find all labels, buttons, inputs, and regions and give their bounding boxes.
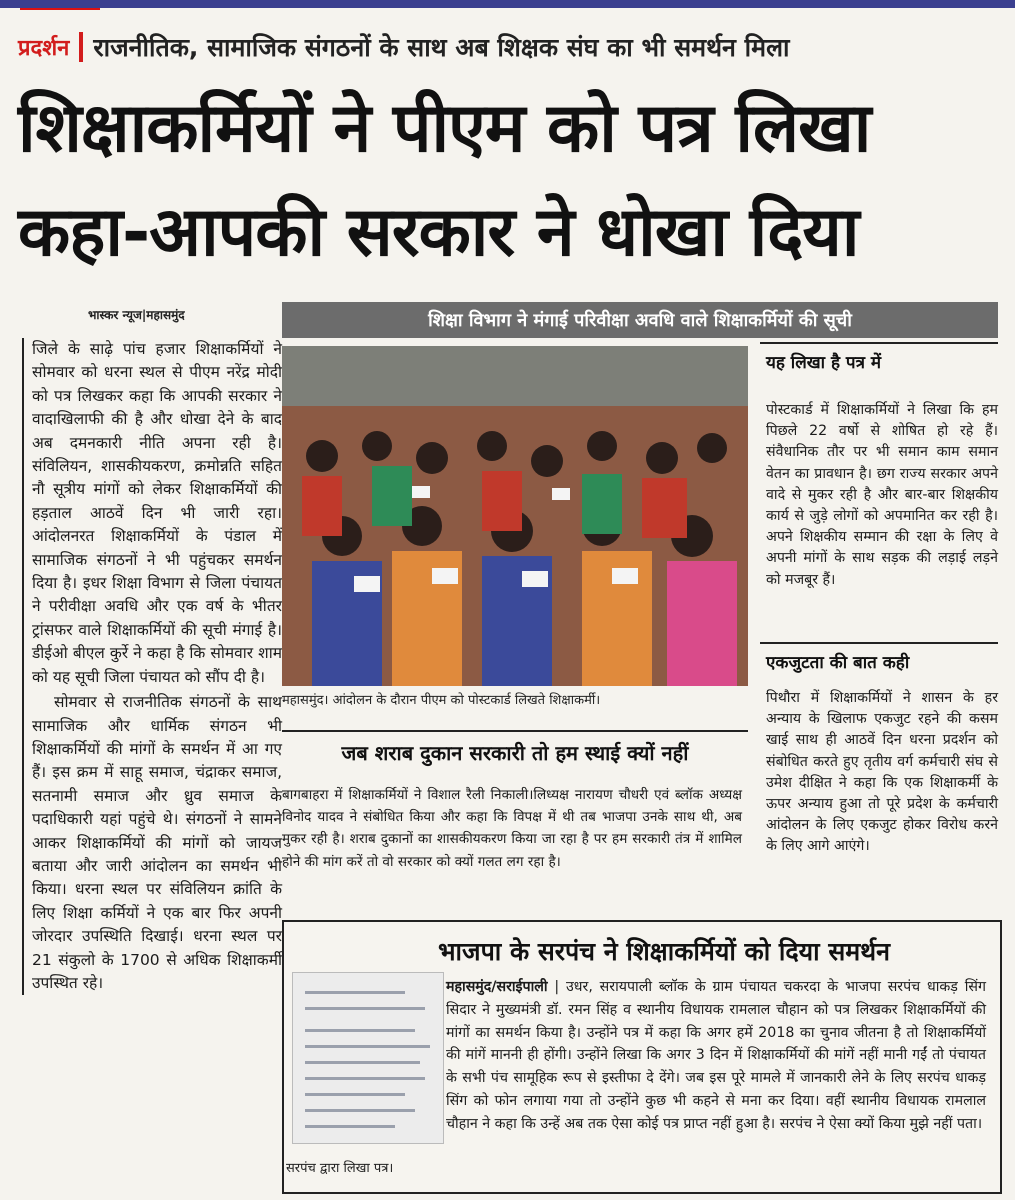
left-column-story [22,338,282,995]
top-color-band [0,0,1015,8]
sarpanch-text [446,976,986,1136]
side-text-unity: पिथौरा में शिक्षाकर्मियों ने शासन के हर अन्याय के खिलाफ एकजुट रहने की कसम खाई साथ ही आठवें दिन धरना प्रदर्शन को संबोधित करते हुए तृतीय वर्ग कर्मचारी संघ से उमेश दीक्षित ने कहा कि एक शिक्षाकर्मी के ऊपर अन्याय हुआ तो पूरे प्रदेश के कर्मचारी आंदोलन के लिए एकजुट होकर विरोध करने के लिए आगे आएंगे। [766,690,998,855]
sarpanch-support-box [282,920,1002,1194]
side-text-letter: पोस्टकार्ड में शिक्षाकर्मियों ने लिखा कि हम पिछले 22 वर्षो से शोषित हो रहे हैं। संवैधानिक तौर पर भी समान काम समान वेतन का प्रावधान है। छग राज्य सरकार अपने वादे से मुकर रही है और बार-बार शिक्षकीय कार्य से जुड़े लोगों को अपमानित कर रही है। अपने शिक्षकीय सम्मान की रक्षा के लिए वे अपनी मांगों के साथ सड़क की लड़ाई लड़ने को मजबूर हैं। [766,402,998,588]
sarpanch-heading: भाजपा के सरपंच ने शिक्षाकर्मियों को दिया समर्थन [437,937,891,966]
liquor-shop-heading: जब शराब दुकान सरकारी तो हम स्थाई क्यों नहीं [282,730,748,772]
letter-image [292,972,444,1144]
kicker-text: राजनीतिक, सामाजिक संगठनों के साथ अब शिक्षक संघ का भी समर्थन मिला [93,33,790,62]
letter-caption: सरपंच द्वारा लिखा पत्र। [286,1161,394,1176]
crowd-illustration [282,346,748,686]
kicker-tag: प्रदर्शन [18,32,83,62]
side-rule-2 [760,642,998,644]
protest-photo [282,346,748,686]
sarpanch-dateline: महासमुंद/सराईपाली [446,979,548,995]
photo-caption: महासमुंद। आंदोलन के दौरान पीएम को पोस्टकार्ड लिखते शिक्षाकर्मी। [282,693,601,708]
byline: भास्कर न्यूज|महासमुंद [88,308,185,322]
side-rule-1 [760,342,998,344]
headline-line-1: शिक्षाकर्मियों ने पीएम को पत्र लिखा [18,89,871,168]
left-paragraph-2: सोमवार से राजनीतिक संगठनों के साथ सामाजिक और धार्मिक संगठन भी शिक्षाकर्मियों की मांगों के समर्थन में आ गए हैं। इस क्रम में साहू समाज, चंद्राकर समाज, सतनामी समाज और ध्रुव समाज के पदाधिकारी यहां पहुंचे थे। संगठनों ने सामने आकर शिक्षाकर्मियों की मांगों को जायज बताया और जारी आंदोलन का समर्थन भी किया। धरना स्थल पर संविलियन क्रांति के लिए शिक्षा कर्मियों ने एक बार फिर अपनी जोरदार उपस्थिति दिखाई। धरना स्थल पर 21 संकुलो के 1700 से अधिक शिक्षाकर्मी उपस्थित रहे। [32,693,282,992]
kicker [18,26,790,68]
headline-line-2: कहा-आपकी सरकार ने धोखा दिया [18,193,859,272]
side-heading-letter: यह लिखा है पत्र में [766,353,882,373]
liquor-shop-text: बागबाहरा में शिक्षाकर्मियों ने विशाल रैली निकाली।लिध्यक्ष नारायण चौधरी एवं ब्लॉक अध्यक्ष विनोद यादव ने संबोधित किया और कहा कि विपक्ष में थी तब भाजपा उनके साथ थी, अब मुकर रही है। शराब दुकानों का शासकीयकरण किया जा रहा है पर हम सरकारी तंत्र में शामिल होने की मांग करें तो वो सरकार को क्यों गलत लग रहा है। [282,787,742,870]
side-heading-unity: एकजुटता की बात कही [766,653,910,673]
top-red-accent [20,8,100,10]
list-banner-text: शिक्षा विभाग ने मंगाई परिवीक्षा अवधि वाले शिक्षाकर्मियों की सूची [428,310,852,331]
list-banner [282,302,998,338]
left-paragraph-1: जिले के साढ़े पांच हजार शिक्षाकर्मियों ने सोमवार को धरना स्थल से पीएम नरेंद्र मोदी को पत्र लिखकर कहा कि आपकी सरकार ने वादाखिलाफी की है और धोखा देने के बाद अब दमनकारी नीति अपना रही है। संविलियन, शासकीयकरण, क्रमोन्नति सहित नौ सूत्रीय मांगों को लेकर शिक्षाकर्मियों की हड़ताल आठवें दिन भी जारी रहा। आंदोलनरत शिक्षाकर्मियों के पंडाल में सामाजिक संगठनों ने भी पहुंचकर समर्थन दिया है। इधर शिक्षा विभाग से जिला पंचायत ने परीवीक्षा अवधि और एक वर्ष के भीतर ट्रांसफर वाले शिक्षाकर्मियों की सूची मंगाई है। डीईओ बीएल कुर्रे ने कहा है कि सोमवार शाम को यह सूची जिला पंचायत को सौंप दी है। [32,340,282,686]
sarpanch-body: | उधर, सरायपाली ब्लॉक के ग्राम पंचायत चकरदा के भाजपा सरपंच धाकड़ सिंग सिदार ने मुख्यमंत्री डॉ. रमन सिंह व स्थानीय विधायक रामलाल चौहान को पत्र लिखकर शिक्षाकर्मियों की मांगों का समर्थन किया है। उन्होंने पत्र में कहा कि अगर हमें 2018 का चुनाव जीतना है तो शिक्षाकर्मियों की मांगें माननी ही होंगी। उन्होंने लिखा कि अगर 3 दिन में शिक्षाकर्मियों की मांगें नहीं मानी गईं तो पंचायत के सभी पंच सामूहिक रूप से इस्तीफा दे देंगे। जब इस पूरे मामले में जानकारी लेने के लिए सरपंच धाकड़ सिंग को फोन लगाया गया तो उन्होंने कुछ भी कहने से मना कर दिया। वहीं स्थानीय विधायक रामलाल चौहान ने कहा कि उन्हें अब तक ऐसा कोई पत्र प्राप्त नहीं हुआ है। सरपंच ने ऐसा क्यों किया मुझे नहीं पता। [446,979,986,1132]
